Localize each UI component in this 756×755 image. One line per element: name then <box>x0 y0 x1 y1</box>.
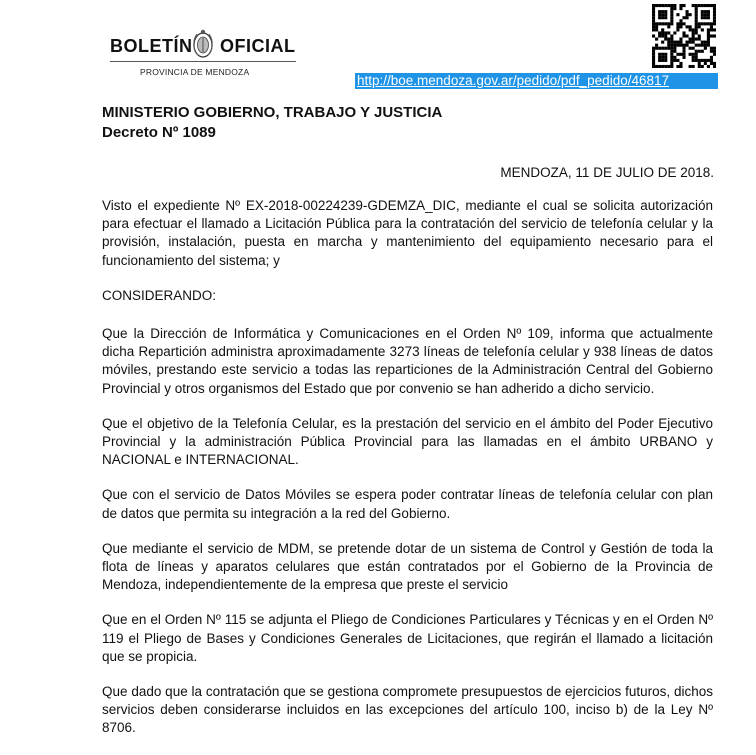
logo-subtitle: PROVINCIA DE MENDOZA <box>140 67 250 77</box>
provincial-shield-icon <box>189 28 217 62</box>
logo-word-boletin: BOLETÍN <box>110 36 193 56</box>
paragraph-considerando-heading: CONSIDERANDO: <box>102 287 217 303</box>
decree-number: Decreto Nº 1089 <box>102 124 216 141</box>
boletin-oficial-logo <box>110 28 300 86</box>
paragraph-considerando-3: Que con el servicio de Datos Móviles se espera poder contratar líneas de telefonía celular con plan de datos que permita su integración a la red del Gobierno. <box>102 487 713 521</box>
paragraph-considerando-5: Que en el Orden Nº 115 se adjunta el Pliego de Condiciones Particulares y Técnicas y en el Orden Nº 119 el Pliego de Bases y Condiciones Generales de Licitaciones, que regirán el llamado a licitación que se propicia. <box>102 612 713 664</box>
ministry-title: MINISTERIO GOBIERNO, TRABAJO Y JUSTICIA <box>102 104 443 121</box>
document-body <box>102 197 713 755</box>
paragraph-considerando-1: Que la Dirección de Informática y Comunicaciones en el Orden Nº 109, informa que actualmente dicha Repartición administra aproximadamente 3273 líneas de telefonía celular y 938 líneas de datos móviles, prestando este servicio a todas las reparticiones de la Administración Central del Gobierno Provincial y otros organismos del Estado que por convenio se han adherido a dicho servicio. <box>102 326 713 396</box>
document-url-link[interactable]: http://boe.mendoza.gov.ar/pedido/pdf_pedido/46817 <box>355 73 718 89</box>
logo-word-oficial: OFICIAL <box>220 36 296 56</box>
paragraph-considerando-6: Que dado que la contratación que se gestiona compromete presupuestos de ejercicios futuros, dichos servicios deben considerarse incluidos en las excepciones del artículo 100, inciso b) de la Ley Nº 8706. <box>102 684 713 736</box>
paragraph-considerando-4: Que mediante el servicio de MDM, se pretende dotar de un sistema de Control y Gestión de toda la flota de líneas y aparatos celulares que están contratados por el Gobierno de la Provincia de Mendoza, independientemente de la empresa que preste el servicio <box>102 540 713 593</box>
paragraph-visto: Visto el expediente Nº EX-2018-00224239-GDEMZA_DIC, mediante el cual se solicita autorización para efectuar el llamado a Licitación Pública para la contratación del servicio de telefonía celular y la provisión, instalación, puesta en marcha y mantenimiento del equipamiento necesario para el funcionamiento del sistema; y <box>102 198 713 268</box>
qr-code-icon[interactable] <box>652 4 716 68</box>
logo-divider <box>110 61 296 62</box>
decree-date: MENDOZA, 11 DE JULIO DE 2018. <box>500 165 714 180</box>
paragraph-considerando-2: Que el objetivo de la Telefonía Celular, es la prestación del servicio en el ámbito del Poder Ejecutivo Provincial y la administración Pública Provincial para las llamadas en el ámbito URBANO y NACIONAL e INTERNACIONAL. <box>102 415 713 468</box>
page-header <box>0 0 756 95</box>
